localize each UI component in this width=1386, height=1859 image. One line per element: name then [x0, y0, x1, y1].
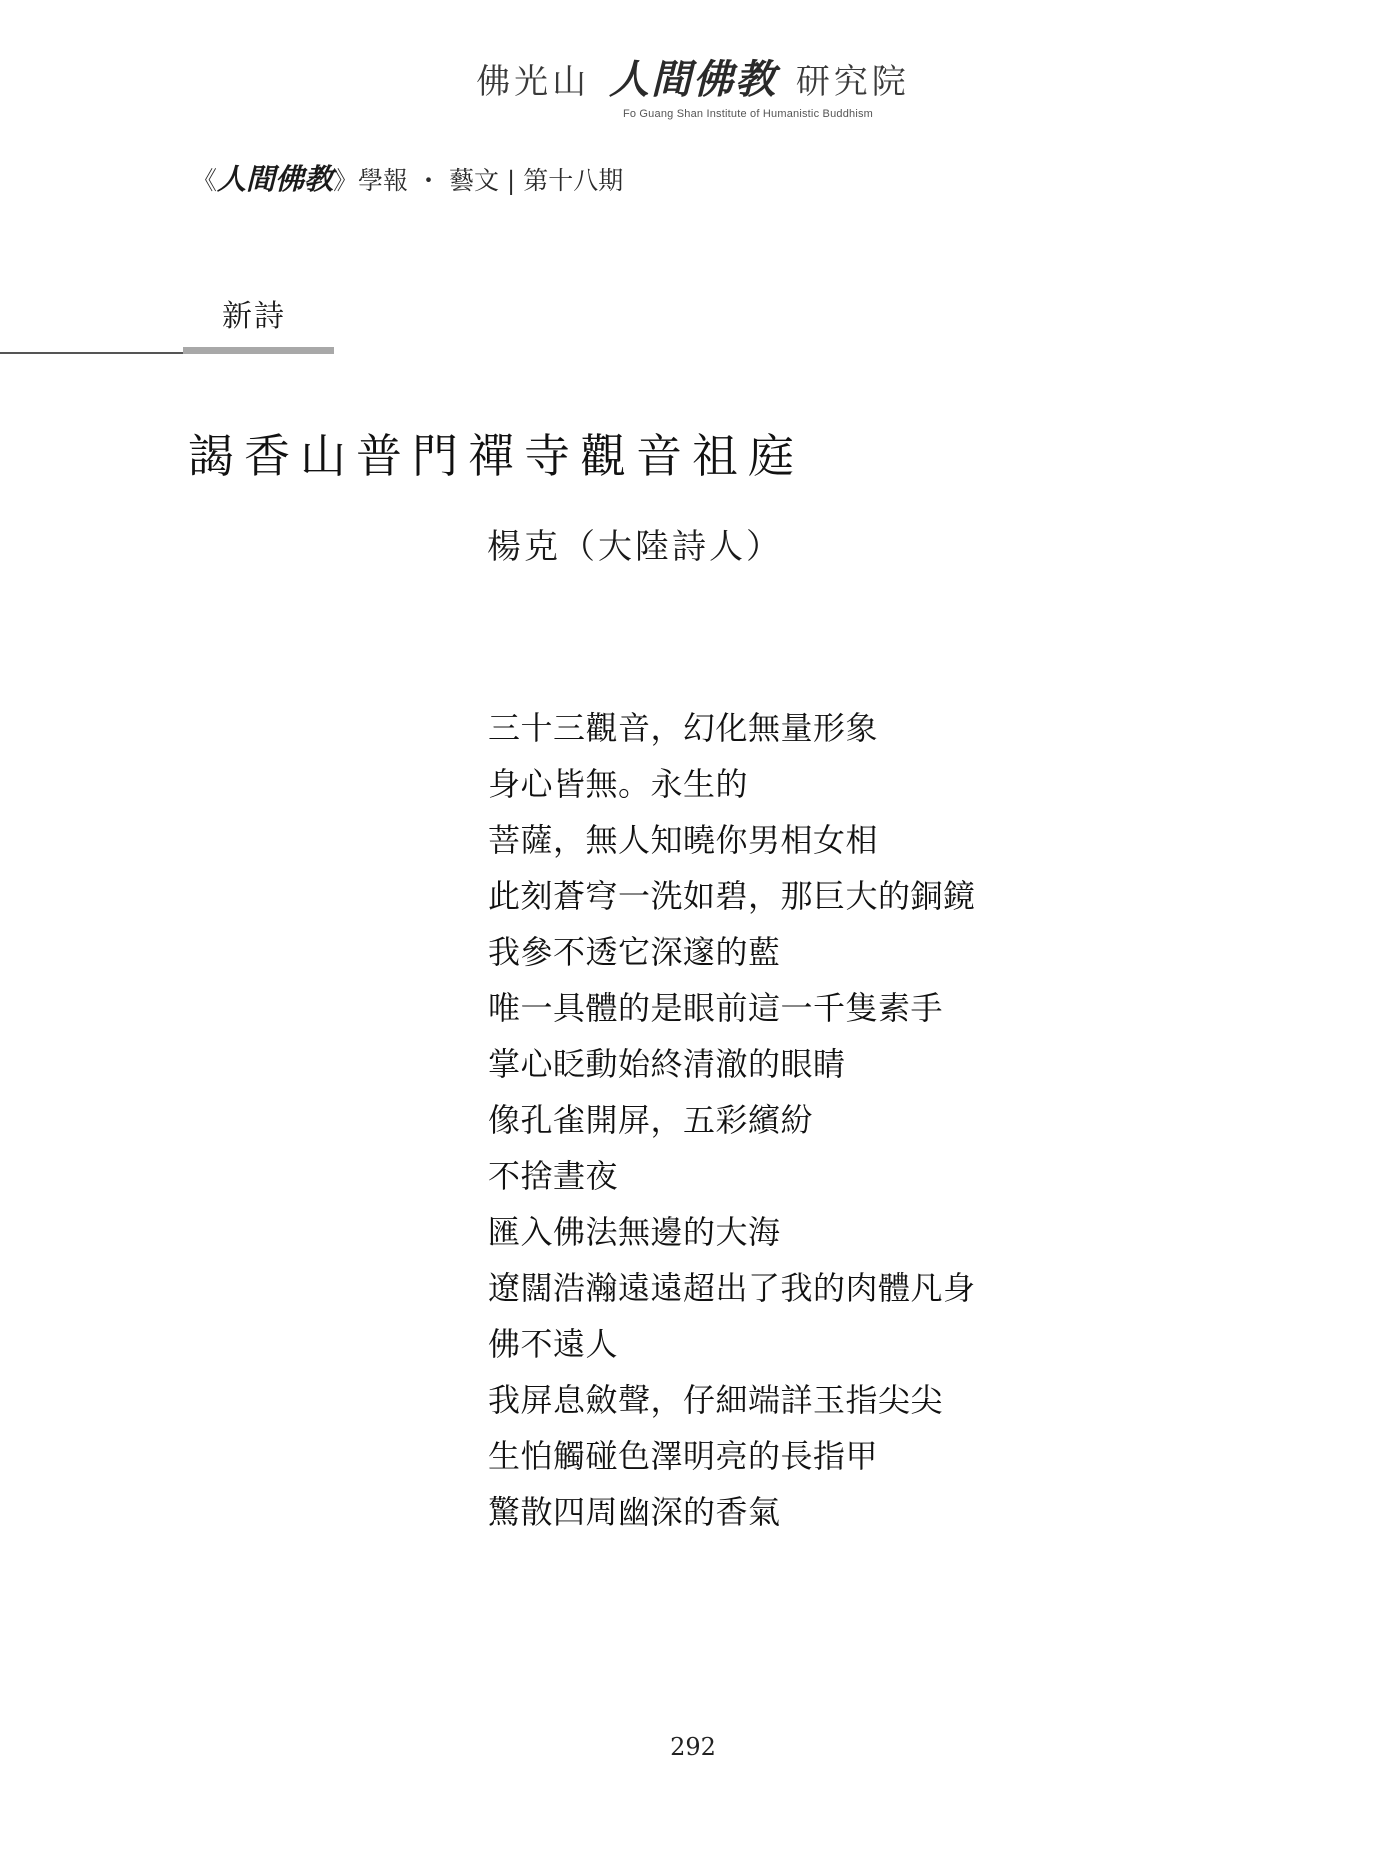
- poem-line: 菩薩，無人知曉你男相女相: [488, 821, 879, 859]
- poem-line: 不捨晝夜: [488, 1157, 619, 1195]
- poem-title: 謁香山普門禪寺觀音祖庭: [188, 429, 804, 483]
- section-underline-bar: [183, 347, 334, 354]
- section-label: 新詩: [222, 299, 286, 334]
- poem-line: 三十三觀音，幻化無量形象: [488, 709, 879, 747]
- poem-line: 生怕觸碰色澤明亮的長指甲: [488, 1437, 879, 1475]
- journal-brand-logotype: 人間佛教: [217, 162, 334, 196]
- journal-close-bracket: 》: [333, 166, 359, 195]
- institute-prefix: 佛光山: [476, 62, 591, 102]
- poem-line: 此刻蒼穹一洗如碧，那巨大的銅鏡: [488, 877, 976, 915]
- institute-english-name: Fo Guang Shan Institute of Humanistic Buddhism: [622, 108, 874, 120]
- institute-brand-logotype: 人間佛教: [609, 56, 777, 103]
- poem-line: 唯一具體的是眼前這一千隻素手: [488, 989, 944, 1027]
- poem-line: 匯入佛法無邊的大海: [488, 1213, 781, 1251]
- institute-name: [0, 56, 1386, 103]
- poem-body: [488, 700, 976, 1540]
- poem-line: 驚散四周幽深的香氣: [488, 1493, 781, 1531]
- poem-line: 我屏息斂聲，仔細端詳玉指尖尖: [488, 1381, 944, 1419]
- institute-suffix: 研究院: [795, 62, 910, 102]
- institute-header: [0, 56, 1386, 120]
- poem-line: 掌心眨動始終清澈的眼睛: [488, 1045, 846, 1083]
- journal-open-bracket: 《: [192, 166, 218, 195]
- poem-line: 遼闊浩瀚遠遠超出了我的肉體凡身: [488, 1269, 976, 1307]
- poem-line: 像孔雀開屏，五彩繽紛: [488, 1101, 814, 1139]
- journal-running-header: [192, 162, 623, 198]
- page-number: 292: [670, 1733, 716, 1761]
- poem-line: 佛不遠人: [488, 1325, 619, 1363]
- journal-issue-info: 學報 ・ 藝文 | 第十八期: [358, 166, 624, 195]
- poem-author: 楊克（大陸詩人）: [487, 527, 783, 567]
- poem-line: 身心皆無。永生的: [488, 765, 749, 803]
- poem-line: 我參不透它深邃的藍: [488, 933, 781, 971]
